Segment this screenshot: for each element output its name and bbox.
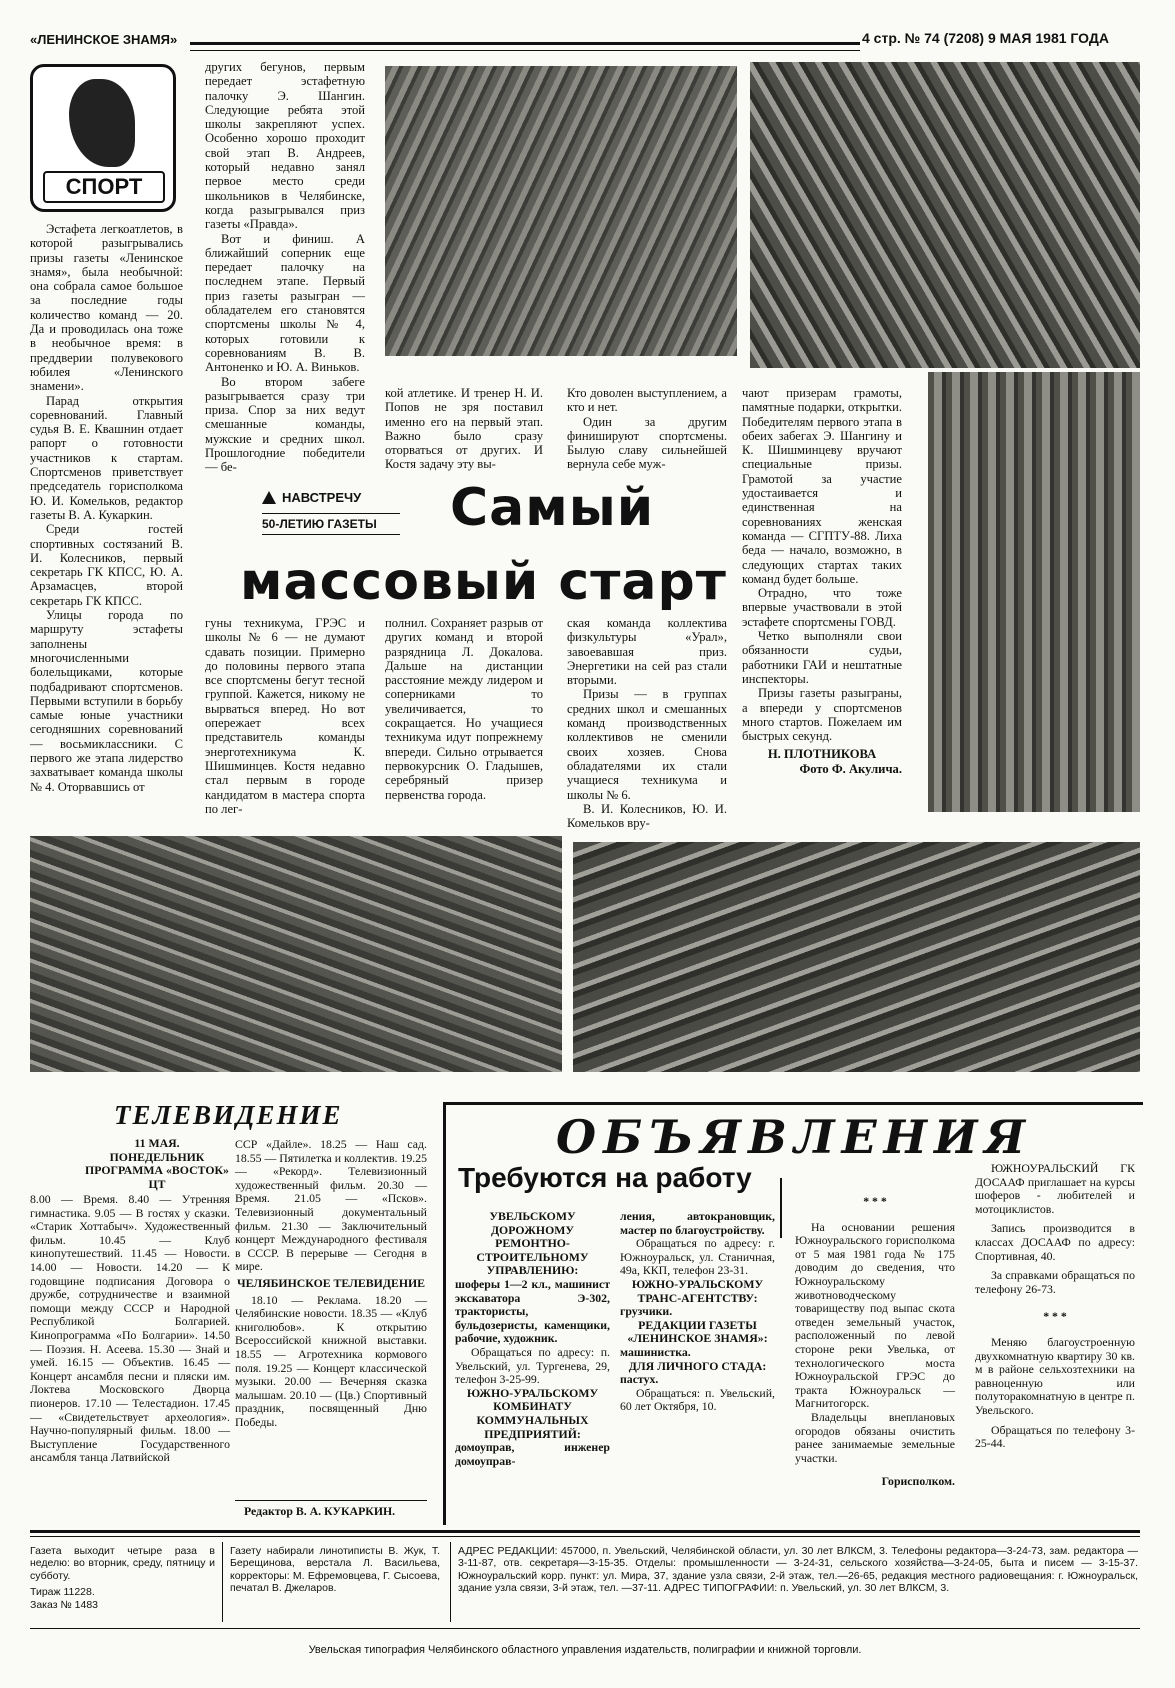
chel-tv-title: ЧЕЛЯБИНСКОЕ ТЕЛЕВИДЕНИЕ <box>236 1275 426 1290</box>
article-paragraph: В. И. Колесников, Ю. И. Комельков вру- <box>567 801 727 831</box>
job-org: ДЛЯ ЛИЧНОГО СТАДА: <box>628 1358 767 1373</box>
job-text: машинистка. <box>620 1344 691 1359</box>
runner-icon <box>69 79 135 167</box>
exchange-text: Обращаться по телефону 3-25-44. <box>975 1422 1135 1451</box>
article-paragraph: ская команда коллектива физкультуры «Урал», завоевавшая приз. Энергетики на сей раз стали вторыми. <box>567 616 727 688</box>
photo-trophies <box>928 372 1140 812</box>
job-text: пастух. <box>620 1372 659 1387</box>
article-paragraph: кой атлетике. И тренер Н. И. Попов не зря поставил именно его на первый этап. Важно было сразу оторваться от других. И Костя задачу эту вы- <box>385 386 543 472</box>
job-text: шоферы 1—2 кл., машинист экскаватора Э-302, трактористы, бульдозеристы, каменщики, рабочие, художник. <box>455 1276 610 1346</box>
footer-rule-top-2 <box>30 1536 1140 1537</box>
article-paragraph: Один за другим финишируют спортсмены. Былую славу сильнейшей вернула себе муж- <box>567 414 727 472</box>
jobs-title-rule <box>780 1178 782 1238</box>
ads-col-2 <box>620 1210 775 1414</box>
footer-rule-bottom <box>30 1628 1140 1629</box>
article-col-7 <box>385 616 543 802</box>
job-org: УВЕЛЬСКОМУ ДОРОЖНОМУ РЕМОНТНО-СТРОИТЕЛЬНОМУ УПРАВЛЕНИЮ: <box>476 1209 589 1278</box>
footer-rule-top <box>30 1530 1140 1533</box>
tv-listing: 8.00 — Время. 8.40 — Утренняя гимнастика. 9.05 — В гостях у сказки. «Старик Хоттабыч». Художественный фильм. 10.45 — Клуб кинопутешествий. 11.45 — Новости. 14.00 — Новости. 14.20 — К годовщине подписания Договора о дружбе, сотрудничестве и взаимной помощи между СССР и Народной Республикой Болгарией. Кинопрограмма «По Болгарии». 14.50 — Поэзия. Н. Асеева. 15.30 — Знай и умей. 16.15 — Объектив. 16.45 — Концерт ансамбля песни и пляски им. Локтева Московского Дворца пионеров. 17.10 — Телестадион. 17.45 — «Свидетельствует археология». Научно-популярный фильм. 18.00 — Выступление Государственного ансамбля танца Латвийской <box>30 1192 230 1465</box>
exchange-text: Меняю благоустроенную двухкомнатную квартиру 30 кв. м в районе сельхозтехники на равноценную или полуторакомнатную в центре п. Увельского. <box>975 1334 1135 1417</box>
ads-col-3 <box>795 1195 955 1489</box>
photo-group-left <box>30 836 562 1072</box>
sport-label: СПОРТ <box>43 171 165 203</box>
headline-line-1: Самый <box>450 478 655 538</box>
footer-schedule-box <box>30 1545 215 1611</box>
decree-text: Владельцы внеплановых огородов обязаны очистить ранее занимаемые земельные участки. <box>795 1409 955 1465</box>
ads-col-1 <box>455 1210 610 1468</box>
job-address: Обращаться по адресу: г. Южноуральск, ул. Станичная, 49а, ККП, телефон 23-31. <box>620 1236 775 1278</box>
tv-col-1 <box>30 1193 230 1465</box>
article-paragraph: чают призерам грамоты, памятные подарки, открытки. Победителям первого этапа в обеих забегах Э. Шангину и К. Шишминцеву вручают специальные призы. Грамотой за участие удостаивается и единственная на соревнованиях женская команда — СГПТУ-88. Лиха беда — начало, возможно, в следующих стартах таких команд будет больше. <box>742 386 902 586</box>
job-address: Обращаться: п. Увельский, 60 лет Октября, 10. <box>620 1385 775 1414</box>
dosaaf-text: ЮЖНОУРАЛЬСКИЙ ГК ДОСААФ приглашает на курсы шоферов - любителей и мотоциклистов. <box>975 1161 1135 1216</box>
footer-divider <box>450 1542 451 1622</box>
article-col-4 <box>567 386 727 472</box>
tv-day: 11 МАЯ. ПОНЕДЕЛЬНИК <box>109 1136 205 1164</box>
rubric-line-1: НАВСТРЕЧУ <box>282 490 362 505</box>
article-paragraph: Улицы города по маршруту эстафеты заполнены многочисленными болельщиками, которые подбадривают спортсменов. Первыми вступили в борьбу самые юные участники сегодняшних соревнований — восьмиклассники. С первого же этапа лидерство захватывает команда школы № 4. Оторвавшись от <box>30 608 183 794</box>
article-col-8 <box>567 616 727 830</box>
article-paragraph: полнил. Сохраняет разрыв от других команд и второй разрядница Л. Докалова. Дальше на дистанции расстояние между лидером и соперниками то увеличивается, то сокращается. Но учащиеся техникума идут попрежнему впереди. Сильно отрывается первокурсник О. Гладышев, серебряный призер первенства города. <box>385 616 543 802</box>
decree-sign: Горисполком. <box>881 1474 955 1489</box>
photo-runners <box>385 66 737 356</box>
article-paragraph: Среди гостей спортивных состязаний В. И. Колесников, первый секретарь ГК КПСС, Ю. А. Арзамасцев, второй секретарь ГК КПСС. <box>30 522 183 608</box>
footer-address: АДРЕС РЕДАКЦИИ: 457000, п. Увельский, Челябинской области, ул. 30 лет ВЛКСМ, 3. Телефоны редактора—3-24-73, зам. редактора — 3-11-87, отв. секретаря—3-15-35. Отделы: промышленности — 3-24-31, сельского хозяйства—3-24-05, быта и писем — 3-15-37. Южноуральский корр. пункт: ул. Мира, 37, здание узла связи, 2-й этаж, тел.—26-65, редакция местного радиовещания: г. Южноуральск, здание узла связи, 3-й этаж, тел. —37-11. АДРЕС ТИПОГРАФИИ: п. Увельский, ул. 30 лет ВЛКСМ, 3. <box>458 1545 1138 1595</box>
tv-program: ПРОГРАММА «ВОСТОК» ЦТ <box>85 1163 229 1191</box>
article-paragraph: Во втором забеге разыгрывается сразу три приза. Спор за них ведут смешанные команды, мужские и средних школ. Прошлогодние победители — бе- <box>205 374 365 475</box>
article-paragraph: Кто доволен выступлением, а кто и нет. <box>567 386 727 415</box>
tv-listing: 18.10 — Реклама. 18.20 — Челябинские новости. 18.35 — «Клуб книголюбов». К открытию Всероссийской книжной выставки. 18.55 — Агротехника кормового поля. 19.25 — Концерт классической музыки. 20.00 — Вечерняя сказка малышам. 20.10 — (Цв.) Спортивный праздник, посвященный Дню Победы. <box>235 1292 427 1429</box>
ads-col-4 <box>975 1162 1135 1451</box>
triangle-icon <box>262 491 276 504</box>
tv-title: ТЕЛЕВИДЕНИЕ <box>114 1100 343 1130</box>
article-paragraph: Призы — в группах средних школ и смешанных команд производственных коллективов не сменили своих хозяев. Снова обладателями их стали учащиеся техникума и школы № 6. <box>567 687 727 802</box>
dosaaf-text: За справками обращаться по телефону 26-73. <box>975 1268 1135 1296</box>
footer-printer: Увельская типография Челябинского областного управления издательств, полиграфии и книжной торговли. <box>308 1644 862 1656</box>
job-address: Обращаться по адресу: п. Увельский, ул. Тургенева, 29, телефон 3-25-99. <box>455 1344 610 1387</box>
footer-schedule: Газета выходит четыре раза в неделю: во вторник, среду, пятницу и субботу. <box>30 1545 215 1582</box>
article-col-2 <box>205 60 365 475</box>
job-text: ления, автокрановщик, мастер по благоустройству. <box>620 1209 775 1237</box>
job-text: грузчики. <box>620 1304 673 1319</box>
article-col-6 <box>205 616 365 816</box>
article-paragraph: Четко выполняли свои обязанности судьи, работники ГАИ и нештатные инспекторы. <box>742 629 902 686</box>
footer-staff: Газету набирали линотиписты В. Жук, Т. Берещинова, верстала Л. Васильева, корректоры: М. Ефремовцева, Г. Сысоева, печатал В. Джеларов. <box>230 1545 440 1595</box>
tv-col-2 <box>235 1138 427 1429</box>
paper-name: «ЛЕНИНСКОЕ ЗНАМЯ» <box>30 32 178 47</box>
editor-line: Редактор В. А. КУКАРКИН. <box>244 1504 396 1518</box>
headline-line-2: массовый старт <box>240 552 727 612</box>
jobs-title: Требуются на работу <box>458 1162 752 1193</box>
article-col-5 <box>742 386 902 776</box>
separator-stars: * * * <box>1043 1309 1067 1324</box>
editor-rule <box>235 1500 427 1501</box>
sport-logo <box>30 64 176 212</box>
job-text: домоуправ, инженер домоуправ- <box>455 1440 610 1468</box>
article-paragraph: Отрадно, что тоже впервые участвовали в этой эстафете спортсмены ГОВД. <box>742 586 902 629</box>
article-paragraph: Парад открытия соревнований. Главный судья В. Е. Квашнин отдает рапорт о готовности участников к стартам. Спортсменов приветствует председатель горисполкома Ю. И. Комельков, редактор газеты В. А. Кукаркин. <box>30 393 183 522</box>
footer-divider <box>222 1542 223 1622</box>
footer-order: Заказ № 1483 <box>30 1598 98 1611</box>
separator-stars: * * * <box>863 1194 887 1208</box>
photo-finisher <box>750 62 1140 368</box>
article-paragraph: Эстафета легкоатлетов, в которой разыгрывались призы газеты «Ленинское знамя», была необычной: она собрала самое большое за последние годы количество команд — 20. Да и проводилась она тоже в необычное время: в преддверии полувекового юбилея «Ленинского знамени». <box>30 222 183 394</box>
job-org: ЮЖНО-УРАЛЬСКОМУ КОМБИНАТУ КОММУНАЛЬНЫХ ПРЕДПРИЯТИЙ: <box>466 1385 599 1441</box>
rubric <box>262 490 400 535</box>
article-paragraph: Призы газеты разыграны, а впереди у спортсменов много стартов. Пожелаем им быстрых секунд. <box>742 686 902 744</box>
rubric-line-2: 50-ЛЕТИЮ ГАЗЕТЫ <box>262 513 400 535</box>
article-author: Н. ПЛОТНИКОВА <box>767 747 877 762</box>
photo-group-right <box>573 842 1140 1072</box>
job-org: РЕДАКЦИИ ГАЗЕТЫ «ЛЕНИНСКОЕ ЗНАМЯ»: <box>627 1317 768 1346</box>
job-org: ЮЖНО-УРАЛЬСКОМУ ТРАНС-АГЕНТСТВУ: <box>631 1276 764 1305</box>
article-paragraph: Вот и финиш. А ближайший соперник еще передает палочку на последнем этапе. Первый приз газеты разыгран — обладателем его становятся спортсмены школы № 4, которых готовили к соревнованиям В. В. Антоненко и Ю. А. Виньков. <box>205 231 365 375</box>
article-col-1 <box>30 222 183 794</box>
tv-listing: ССР «Дайле». 18.25 — Наш сад. 18.55 — Пятилетка и коллектив. 19.25 — «Рекорд». Телевизионный художественный фильм. 20.30 — Время. 21.05 — «Псков». Телевизионный документальный фильм. 21.30 — Заключительный концерт Международного фестиваля в СССР. В перерыве — Сегодня в мире. <box>235 1137 427 1274</box>
decree-text: На основании решения Южноуральского горисполкома от 5 мая 1981 года № 175 доводим до сведения, что Южноуральскому животноводческому товариществу под выпас скота отведен земельный участок, расположенный по левой стороне реки Увелька, от технологического моста Южноуральской ГРЭС до тракта Южноуральск — Магнитогорск. <box>795 1219 955 1411</box>
dosaaf-text: Запись производится в классах ДОСААФ по адресу: Спортивная, 40. <box>975 1221 1135 1263</box>
article-paragraph: других бегунов, первым передает эстафетную палочку Э. Шангин. Следующие ребята этой школы закрепляют успех. Особенно хорошо проходит свой этап В. Андреев, который недавно занял первое место среди школьников в Челябинске, когда разыгрывался приз газеты «Правда». <box>205 60 365 232</box>
page-info: 4 стр. № 74 (7208) 9 МАЯ 1981 ГОДА <box>862 30 1109 46</box>
masthead-rule <box>190 42 860 51</box>
footer-circulation: Тираж 11228. <box>30 1586 95 1599</box>
article-col-3 <box>385 386 543 472</box>
ads-title: ОБЪЯВЛЕНИЯ <box>556 1110 1033 1164</box>
photo-credit: Фото Ф. Акулича. <box>799 761 902 776</box>
article-paragraph: гуны техникума, ГРЭС и школы № 6 — не думают сдавать позиции. Примерно до половины первого этапа все спортсмены бегут тесной группой. Кажется, никому не вырваться вперед. Но вот опережает всех представитель команды энерготехникума К. Шишминцев. Костя недавно стал первым в городе кандидатом в мастера спорта по лег- <box>205 616 365 816</box>
